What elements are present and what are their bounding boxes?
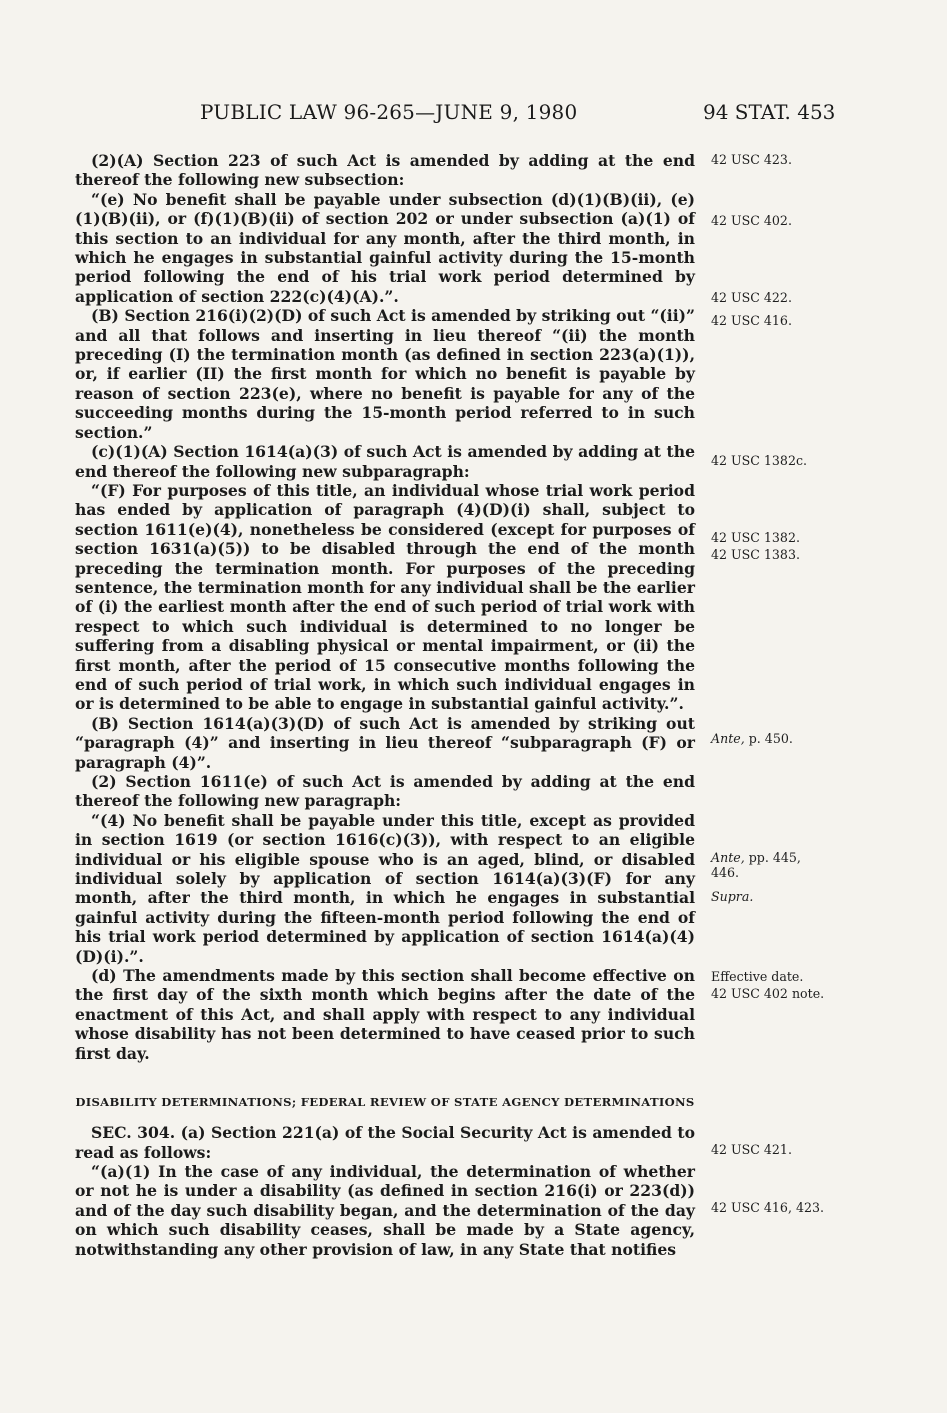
margin-note: 42 USC 1382. (711, 530, 800, 545)
margin-note-text: p. 450. (744, 731, 793, 746)
paragraph: (d) The amendments made by this section shall become effective on the first day of the sixth month which begins after the date of the enactment of this Act, and shall apply with respect to any individual whose disability has not been determined to have ceased prior to such first day. (75, 966, 695, 1063)
margin-note (711, 850, 831, 880)
margin-note-italic: Ante, (711, 850, 745, 865)
margin-note: 42 USC 402. (711, 213, 792, 228)
paragraph: (2)(A) Section 223 of such Act is amended by adding at the end thereof the following new subsection: (75, 151, 695, 190)
paragraph: “(e) No benefit shall be payable under subsection (d)(1)(B)(ii), (e)(1)(B)(ii), or (f)(1)(B)(ii) of section 202 or under subsection (a)(1) of this section to an individual for any month, after the third month, in which he engages in substantial gainful activity during the 15-month period following the end of his trial work period determined by application of section 222(c)(4)(A).”. (75, 189, 695, 306)
margin-note: 42 USC 422. (711, 290, 792, 305)
margin-note-italic: Ante, (711, 731, 745, 746)
paragraph: “(4) No benefit shall be payable under this title, except as provided in section 1619 (or section 1616(c)(3)), with respect to an eligible individual or his eligible spouse who is an aged, blind, or disabled individual solely by application of section 1614(a)(3)(F) for any month, after the third month, in which he engages in substantial gainful activity during the fifteen-month period following the end of his trial work period determined by application of section 1614(a)(4)(D)(i).”. (75, 810, 695, 966)
paragraph: (c)(1)(A) Section 1614(a)(3) of such Act is amended by adding at the end thereof the following new subparagraph: (75, 442, 695, 481)
page-header (0, 100, 947, 134)
margin-note: 42 USC 416, 423. (711, 1200, 824, 1215)
section-heading: DISABILITY DETERMINATIONS; FEDERAL REVIEW OF STATE AGENCY DETERMINATIONS (75, 1095, 695, 1110)
margin-note: 42 USC 421. (711, 1142, 792, 1157)
body-text (75, 151, 695, 1259)
margin-note-italic: Supra. (711, 889, 754, 904)
paragraph: SEC. 304. (a) Section 221(a) of the Social Security Act is amended to read as follows: (75, 1123, 695, 1162)
margin-note: 42 USC 1383. (711, 547, 800, 562)
margin-note-text: pp. 445, 446. (711, 850, 801, 880)
margin-note: 42 USC 402 note. (711, 986, 825, 1001)
statute-page-number: 94 STAT. 453 (703, 100, 836, 124)
page-title: PUBLIC LAW 96-265—JUNE 9, 1980 (200, 100, 578, 124)
margin-note: Effective date. (711, 969, 804, 984)
margin-note (711, 889, 831, 904)
paragraph: “(a)(1) In the case of any individual, the determination of whether or not he is under a disability (as defined in section 216(i) or 223(d)) and of the day such disability began, and the determination of the day on which such disability ceases, shall be made by a State agency, notwithstanding any other provision of law, in any State that notifies (75, 1161, 695, 1259)
margin-note: 42 USC 416. (711, 313, 792, 328)
margin-note: 42 USC 423. (711, 152, 792, 167)
paragraph: (B) Section 216(i)(2)(D) of such Act is amended by striking out “(ii)” and all that follows and inserting in lieu thereof “(ii) the month preceding (I) the termination month (as defined in section 223(a)(1)), or, if earlier (II) the first month for which no benefit is payable by reason of section 223(e), where no benefit is payable for any of the succeeding months during the 15-month period referred to in such section.” (75, 306, 695, 442)
paragraph: “(F) For purposes of this title, an individual whose trial work period has ended by application of paragraph (4)(D)(i) shall, subject to section 1611(e)(4), nonetheless be considered (except for purposes of section 1631(a)(5)) to be disabled through the end of the month preceding the termination month. For purposes of the preceding sentence, the termination month for any individual shall be the earlier of (i) the earliest month after the end of such period of trial work with respect to which such individual is determined to no longer be suffering from a disabling physical or mental impairment, or (ii) the first month, after the period of 15 consecutive months following the end of such period of trial work, in which such individual engages in or is determined to be able to engage in substantial gainful activity.”. (75, 480, 695, 714)
margin-note (711, 731, 831, 746)
paragraph: (B) Section 1614(a)(3)(D) of such Act is amended by striking out “paragraph (4)” and inserting in lieu thereof “subparagraph (F) or paragraph (4)”. (75, 713, 695, 772)
paragraph: (2) Section 1611(e) of such Act is amended by adding at the end thereof the following new paragraph: (75, 772, 695, 811)
margin-note: 42 USC 1382c. (711, 453, 808, 468)
